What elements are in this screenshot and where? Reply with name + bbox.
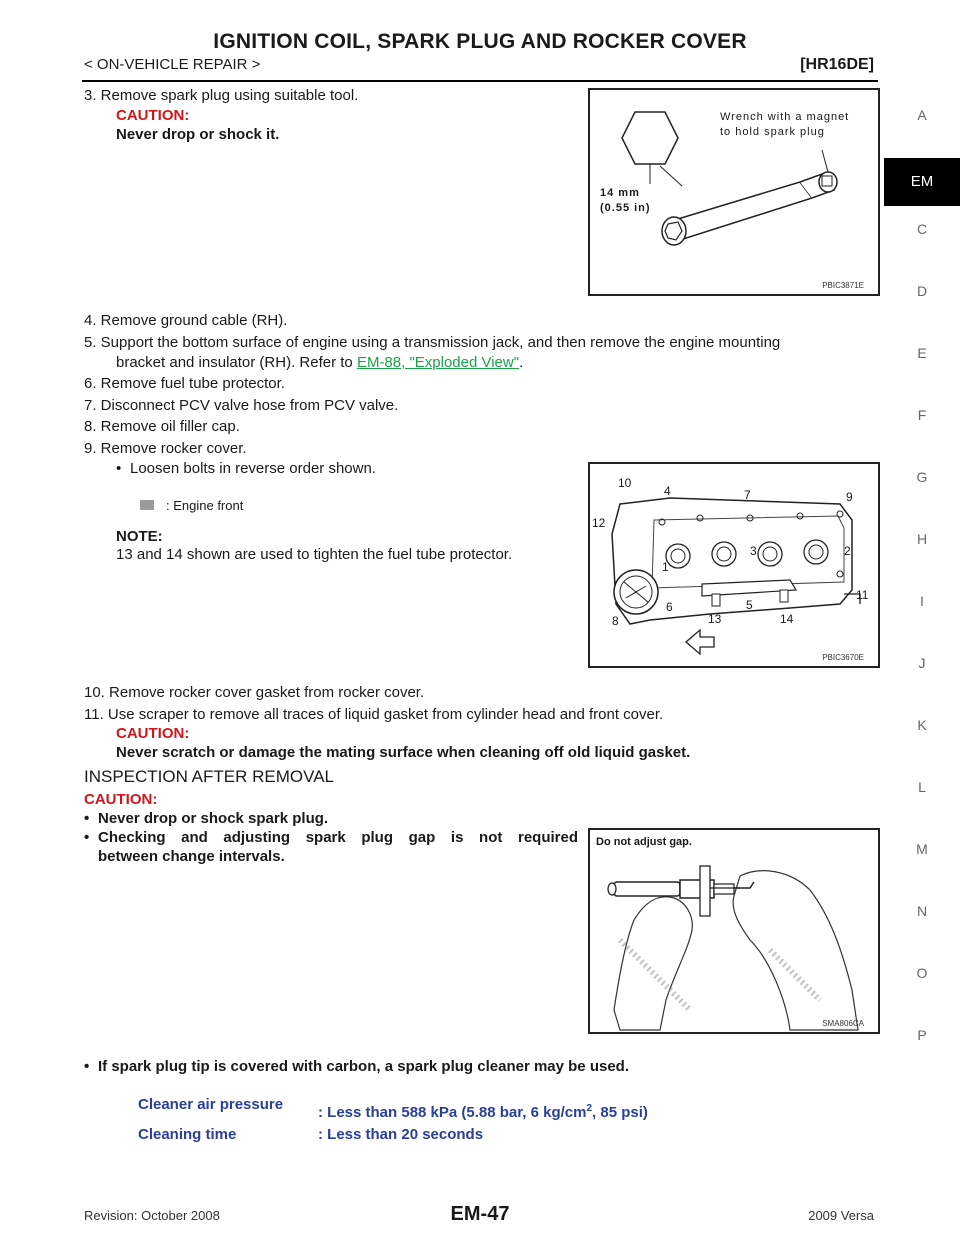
tab-c[interactable]: C — [916, 221, 928, 237]
tab-j[interactable]: J — [918, 655, 926, 671]
inspection-bullet-2-line1: Checking and adjusting spark plug gap is not required — [98, 829, 578, 846]
tab-n[interactable]: N — [916, 903, 928, 919]
step-5-line1: 5. Support the bottom surface of engine using a transmission jack, and then remove the engine mounting — [84, 334, 781, 351]
spec1-value-tail: , 85 psi) — [592, 1104, 648, 1121]
bolt-label-2: 2 — [844, 544, 851, 558]
page-number: EM-47 — [450, 1203, 510, 1225]
step-9-bullet: • Loosen bolts in reverse order shown. — [116, 460, 376, 477]
step-5-text: bracket and insulator (RH). Refer to — [116, 354, 357, 371]
bolt-label-3: 3 — [750, 544, 757, 558]
step-6: 6. Remove fuel tube protector. — [84, 375, 285, 392]
bolt-label-9: 9 — [846, 490, 853, 504]
engine-code: [HR16DE] — [800, 56, 874, 73]
inspection-bullet-1: • Never drop or shock spark plug. — [84, 810, 329, 827]
bolt-label-12: 12 — [592, 516, 606, 530]
footer-revision: Revision: October 2008 — [84, 1208, 220, 1223]
step-9: 9. Remove rocker cover. — [84, 440, 247, 457]
bolt-label-8: 8 — [612, 614, 619, 628]
step-7: 7. Disconnect PCV valve hose from PCV valve. — [84, 397, 399, 414]
step-11-caution-text: Never scratch or damage the mating surface when cleaning off old liquid gasket. — [116, 744, 691, 761]
note-label: NOTE: — [116, 528, 163, 545]
figure-do-not-adjust-gap — [588, 828, 880, 1034]
tab-d[interactable]: D — [916, 283, 928, 299]
figure-rocker-cover-bolts — [588, 462, 880, 668]
bolt-label-6: 6 — [666, 600, 673, 614]
bolt-label-13: 13 — [708, 612, 722, 626]
bolt-label-5: 5 — [746, 598, 753, 612]
tab-f[interactable]: F — [917, 407, 927, 423]
fig1-size-mm: 14 mm — [600, 187, 640, 199]
engine-front-legend: : Engine front — [166, 498, 244, 513]
exploded-view-link[interactable]: EM-88, "Exploded View" — [356, 354, 520, 371]
tab-g[interactable]: G — [916, 469, 928, 485]
tab-i[interactable]: I — [920, 593, 924, 609]
step-3-caution-label: CAUTION: — [116, 107, 190, 124]
inspection-bullet-3-text: If spark plug tip is covered with carbon, a spark plug cleaner may be used. — [98, 1058, 629, 1075]
inspection-caution-label: CAUTION: — [84, 791, 158, 808]
step-9-bullet-text: Loosen bolts in reverse order shown. — [130, 460, 376, 477]
fig1-size-in: (0.55 in) — [600, 202, 651, 214]
inspection-bullet-2: • Checking and adjusting spark plug gap is not required between change intervals. — [84, 829, 578, 865]
section-index-tabs — [884, 100, 960, 1082]
section-subtitle: < ON-VEHICLE REPAIR > — [84, 56, 261, 73]
rocker-cover-illustration — [590, 464, 878, 666]
tab-em[interactable]: EM — [884, 158, 960, 206]
tab-k[interactable]: K — [917, 717, 927, 733]
bolt-label-10: 10 — [618, 476, 632, 490]
step-11-caution-label: CAUTION: — [116, 725, 190, 742]
tab-m[interactable]: M — [916, 841, 928, 857]
step-4: 4. Remove ground cable (RH). — [84, 312, 288, 329]
tab-a[interactable]: A — [917, 107, 927, 123]
figure-spark-plug-wrench — [588, 88, 880, 296]
step-5-line2 — [116, 353, 523, 372]
bolt-label-7: 7 — [744, 488, 751, 502]
fig1-id: PBIC3871E — [822, 281, 864, 290]
spec-cleaning-time-label: Cleaning time — [138, 1126, 237, 1143]
bolt-label-14: 14 — [780, 612, 794, 626]
tab-h[interactable]: H — [916, 531, 928, 547]
fig3-id: SMA806CA — [822, 1019, 864, 1028]
spark-plug-hands-illustration — [590, 830, 878, 1032]
footer-model: 2009 Versa — [808, 1208, 874, 1223]
engine-front-legend-swatch — [140, 500, 154, 510]
page-title: IGNITION COIL, SPARK PLUG AND ROCKER COVER — [213, 30, 747, 53]
tab-l[interactable]: L — [918, 779, 926, 795]
fig2-id: PBIC3670E — [822, 653, 864, 662]
step-8: 8. Remove oil filler cap. — [84, 418, 240, 435]
fig1-size — [600, 186, 651, 216]
header-divider — [82, 80, 878, 82]
step-10: 10. Remove rocker cover gasket from rocker cover. — [84, 684, 425, 701]
spec1-value-text: : Less than 588 kPa (5.88 bar, 6 kg/cm — [318, 1104, 587, 1121]
note-text: 13 and 14 shown are used to tighten the fuel tube protector. — [116, 546, 513, 563]
fig1-label-line2: to hold spark plug — [720, 126, 825, 138]
spec-cleaning-time-value: : Less than 20 seconds — [318, 1126, 484, 1143]
bolt-label-4: 4 — [664, 484, 671, 498]
inspection-bullet-3: • If spark plug tip is covered with carbon, a spark plug cleaner may be used. — [84, 1058, 629, 1075]
spec-cleaner-air-pressure-label: Cleaner air pressure — [138, 1096, 284, 1113]
spec-cleaner-air-pressure-value — [318, 1099, 648, 1122]
inspection-bullet-2-line2: between change intervals. — [98, 848, 285, 865]
bolt-label-1: 1 — [662, 560, 669, 574]
fig1-label-line1: Wrench with a magnet — [720, 111, 850, 123]
step-3: 3. Remove spark plug using suitable tool. — [84, 87, 359, 104]
tab-p[interactable]: P — [917, 1027, 927, 1043]
spec1-superscript: 2 — [586, 1103, 593, 1114]
bolt-label-11: 11 — [856, 588, 869, 602]
step-5-end: . — [519, 354, 524, 371]
fig3-label: Do not adjust gap. — [596, 836, 692, 848]
inspection-bullet-1-text: Never drop or shock spark plug. — [98, 810, 329, 827]
step-11: 11. Use scraper to remove all traces of liquid gasket from cylinder head and front cover. — [84, 706, 664, 723]
tab-e[interactable]: E — [917, 345, 927, 361]
fig1-label — [720, 110, 849, 140]
step-3-caution-text: Never drop or shock it. — [116, 126, 280, 143]
tab-o[interactable]: O — [916, 965, 928, 981]
section-heading-inspection: INSPECTION AFTER REMOVAL — [84, 767, 335, 786]
